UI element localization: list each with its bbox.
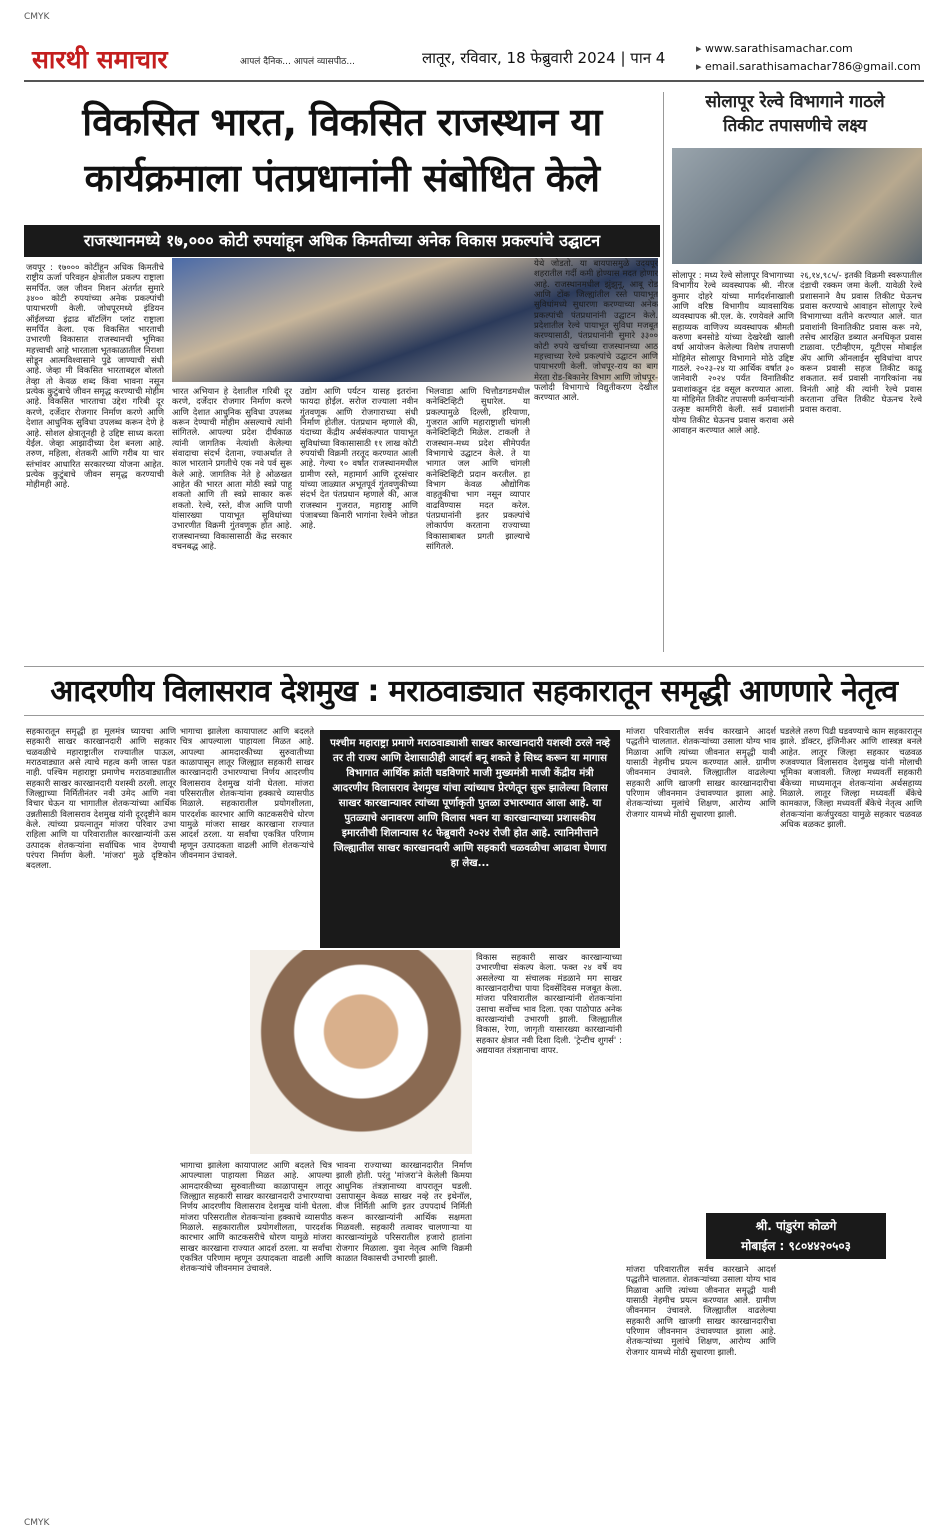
side-title-line2: तिकीट तपासणीचे लक्ष्य xyxy=(723,116,867,136)
feature-callout: पश्चीम महाराष्ट्रा प्रमाणे मराठवाड्याशी साखर कारखानदारी यशस्वी ठरले नव्हे तर ती राज्य आणि देशासाठीही आदर्श बनू शकते हे सिध्द करून या मागास विभागात आर्थिक क्रांती घडविणारे माजी मुख्यमंत्री माजी केंद्रीय मंत्री आदरणीय विलासराव देशमुख यांचा त्यांच्याच प्रेरणेतून सुरू झालेल्या विलास साखर कारखान्यावर त्यांच्या पूर्णाकृती पुतळा उभारण्यात आला आहे. या पुतळ्याचे अनावरण आणि विलास भवन या कारखान्याच्या प्रशासकीय इमारतीची शिलान्यास १८ फेब्रुवारी २०२४ रोजी होत आहे. त्यानिमीत्ताने जिल्ह्यातील साखर कारखानदारी आणि सहकारी चळवळीचा आढावा घेणारा हा लेख... xyxy=(320,730,620,948)
lead-headline-line1: विकसित भारत, विकसित राजस्थान या xyxy=(82,100,602,144)
deshmukh-portrait xyxy=(250,950,472,1154)
lead-column-4: भिलवाडा आणि चित्तौडगडमधील कनेक्टिव्हिटी सुधारेल. या प्रकल्पामुळे दिल्ली, हरियाणा, गुजरात आणि महाराष्ट्राशी चांगली कनेक्टिव्हिटी मिळेल. टाकली ते राजस्थान-मध्य प्रदेश सीमेपर्यंत विभागाचे उद्घाटन केले. ते या भागात जल आणि चांगली कनेक्टिव्हिटी प्रदान करतील. हा विभाग केवळ औद्योगिक वाहतुकीचा भाग नसून व्यापार वाढविण्यास मदत करेल. पंतप्रधानांनी इतर प्रकल्पांचे लोकार्पण करताना राज्याच्या विकासाबाबत प्रगती झाल्याचे सांगितले. xyxy=(426,386,530,552)
feature-column-5: मांजरा परिवारातील सर्वच कारखाने आदर्श पद्धतीने चालतात. शेतकऱ्यांच्या उसाला योग्य भाव मिळावा आणि त्यांच्या जीवनात समृद्धी यावी यासाठी नेहमीच प्रयत्न करण्यात आले. ग्रामीण जीवनमान उंचावले. जिल्ह्यातील वाढलेल्या सहकारी आणि खाजगी साखर कारखानदारीचा परिणाम जीवनमान उंचावण्यात झाला आहे. शेतकऱ्यांच्या मुलांचे शिक्षण, आरोग्य आणि रोजगार यामध्ये मोठी सुधारणा झाली. xyxy=(626,726,776,819)
tagline: आपलं दैनिक... आपलं व्यासपीठ... xyxy=(240,57,355,67)
email-link[interactable]: ▸ email.sarathisamachar786@gmail.com xyxy=(696,58,921,76)
newspaper-logo: सारथी समाचार xyxy=(32,45,168,74)
lead-headline xyxy=(24,94,660,206)
author-byline xyxy=(706,1213,886,1259)
lead-headline-line2: कार्यक्रमाला पंतप्रधानांनी संबोधित केले xyxy=(84,156,600,200)
feature-column-1: सहकारातून समृद्धी हा मूलमंत्र घ्यायचा आणि सहकारी साखर कारखानदारी आणि सहकार चळवळीचे महाराष्ट्रातील राज्यातील पाऊल, मराठवाड्यात असे त्याचे महत्व कमी जास्त पडत नाही. पश्चिम महाराष्ट्रा प्रमाणेच मराठवाड्यातील सहकारी साखर कारखानदारी यशस्वी ठरली. लातूर जिल्ह्याच्या निर्मितीनंतर नवी उमेद आणि नवा विचार घेऊन या भागातील शेतकऱ्यांच्या आर्थिक उन्नतीसाठी विलासराव देशमुख यांनी दूरदृष्टीने काम केले. त्यांच्या प्रयत्नातून मांजरा परिवार उभा राहिला आणि या परिवारातील कारखान्यांनी ऊस उत्पादक शेतकऱ्यांना सर्वाधिक भाव देण्याची परंपरा निर्माण केली. 'मांजरा' मुळे दृष्टिकोन बदलला. xyxy=(26,726,176,871)
author-name: श्री. पांडुरंग कोळगे xyxy=(755,1219,837,1233)
feature-column-2b: भागाचा झालेला कायापालट आणि बदलते चित्र आपल्याला पाहायला मिळत आहे. आपल्या आमदारकीच्या सुरुवातीच्या काळापासून लातूर जिल्ह्यात सहकारी साखर कारखानदारी उभारण्याचा निर्णय आदरणीय विलासराव देशमुख यांनी घेतला. मांजरा परिसरातील शेतकऱ्यांना हक्काचे व्यासपीठ मिळाले. सहकारातील प्रयोगशीलता, पारदर्शक कारभार आणि काटकसरीचे धोरण यामुळे मांजरा साखर कारखाना राज्यात आदर्श ठरला. या सर्वांचा एकत्रित परिणाम म्हणून उत्पादकता वाढली आणि शेतकऱ्यांचे जीवनमान उंचावले. xyxy=(180,1160,332,1274)
lead-column-5: येथे जोडतो. या बायपासमुळे उदयपूर शहरातील गर्दी कमी होण्यास मदत होणार आहे. राजस्थानमधील झुंझुनू, आबू रोड आणि टोंक जिल्ह्यांतील रस्ते पायाभूत सुविधांमध्ये सुधारणा करण्याच्या अनेक प्रकल्पांची पंतप्रधानांनी उद्घाटन केले. प्रदेशातील रेल्वे पायाभूत सुविधा मजबूत करण्यासाठी, पंतप्रधानांनी सुमारे ३३०० कोटी रुपये खर्चाच्या राजस्थानच्या आठ महत्त्वाच्या रेल्वे प्रकल्पांचे उद्घाटन आणि पायाभरणी केली. जोधपूर-राय का बाग मेरता रोड-बिकानेर विभाग आणि जोधपूर-फलोदी विभागाचे विद्युतीकरण देखील करण्यात आले. xyxy=(534,258,658,403)
side-title-line1: सोलापूर रेल्वे विभागाने गाठले xyxy=(705,92,885,112)
feature-column-2a: भागाचा झालेला कायापालट आणि बदलते चित्र आपल्याला पाहायला मिळत आहे. आपल्या आमदारकीच्या सुरुवातीच्या काळापासून लातूर जिल्ह्यात सहकारी साखर कारखानदारी उभारण्याचा निर्णय आदरणीय विलासराव देशमुख यांनी घेतला. मांजरा परिसरातील शेतकऱ्यांना हक्काचे व्यासपीठ मिळाले. सहकारातील प्रयोगशीलता, पारदर्शक कारभार आणि काटकसरीचे धोरण यामुळे मांजरा साखर कारखाना राज्यात आदर्श ठरला. या सर्वांचा एकत्रित परिणाम म्हणून उत्पादकता वाढली आणि शेतकऱ्यांचे जीवनमान उंचावले. xyxy=(180,726,314,861)
lead-column-1: जयपूर : १७००० कोटींहून अधिक किमतीचे राष्ट्रीय ऊर्जा परिवहन क्षेत्रातील प्रकल्प राष्ट्राला समर्पित. जल जीवन मिशन अंतर्गत सुमारे ३४०० कोटी रुपयांच्या अनेक प्रकल्पांची पायाभरणी केली. जोधपूरमध्ये इंडियन ऑईलच्या इंद्राढ बॉटलिंग प्लांट राष्ट्राला समर्पित केला. एक विकसित भारताची उभारणी विकासात राजस्थानची भूमिका महत्त्वाची आहे भारताला भूतकाळातील निराशा सोडून आत्मविश्वासाने पुढे जाण्याची संधी आहे. जेव्हा मी विकसित भारताबद्दल बोलतो तेव्हा तो केवळ शब्द किंवा भावना नसून प्रत्येक कुटुंबाचे जीवन समृद्ध करण्याची मोहीम आहे. विकसित भारताचा उद्देश गरिबी दूर करणे, दर्जेदार रोजगार निर्माण करणे आणि देशात आधुनिक सुविधा उपलब्ध करून देणे हे आहे. सोशल क्षेत्रातूनही हे उद्दिष्ट साध्य करता येईल. जेव्हा आझादीच्या देश बनला आहे. तरुण, महिला, शेतकरी आणि गरीब या चार स्तंभांवर आधारित सरकारच्या योजना आहेत. प्रत्येक कुटुंबाचे जीवन समृद्ध करण्याची मोहीमही आहे. xyxy=(26,262,164,490)
side-column-2: २६,१४,९८५/- इतकी विक्रमी स्वरूपातील दंडाची रक्कम जमा केली. यावेळी रेल्वे प्रशासनाने वैध प्रवास तिकीट घेऊनच प्रवास करण्याचे आवाहन सोलापूर रेल्वे विभागाच्या वतीने करण्यात आले. यात प्रवाशांनी विनातिकीट प्रवास करू नये, तसेच आरक्षित डब्यात अनधिकृत प्रवास टाळावा. एटीव्हीएम, यूटीएस मोबाईल ॲप आणि ऑनलाईन सुविधांचा वापर करून प्रवासी सहज तिकीट काढू शकतात. सर्व प्रवासी नागरिकांना नम्र विनंती आहे की त्यांनी रेल्वे प्रवास करताना उचित तिकीट घेऊनच रेल्वे प्रवास करावा. xyxy=(800,270,922,415)
railway-checking-photo xyxy=(672,148,922,264)
cmyk-marker-bottom: CMYK xyxy=(24,1518,50,1528)
lead-column-3: उद्योग आणि पर्यटन यासह इतरांना फायदा होईल. सरोज राज्याला नवीन गुंतवणूक आणि रोजगाराच्या संधी निर्माण होतील. पंतप्रधान म्हणाले की, यंदाच्या केंद्रीय अर्थसंकल्पात पायाभूत सुविधांच्या विकासासाठी ११ लाख कोटी रुपयांची विक्रमी तरतूद करण्यात आली आहे. गेल्या १० वर्षांत राजस्थानमधील ग्रामीण रस्ते, महामार्ग आणि दूरसंचार यांच्या जाळ्यात अभूतपूर्व गुंतवणुकीच्या संदर्भ देत पंतप्रधान म्हणाले की, आज राजस्थान गुजरात, महाराष्ट्र आणि पंजाबच्या किनारी भागांना रेल्वेने जोडत आहे. xyxy=(300,386,418,531)
author-mobile: मोबाईल : ९८०४४२०५०३ xyxy=(741,1239,851,1253)
second-headline: आदरणीय विलासराव देशमुख : मराठवाड्यात सहकारातून समृद्धी आणणारे नेतृत्व xyxy=(24,666,924,716)
website-link[interactable]: ▸ www.sarathisamachar.com xyxy=(696,40,921,58)
dateline: लातूर, रविवार, 18 फेब्रुवारी 2024 | पान 4 xyxy=(422,49,666,67)
feature-column-3: भावना राज्याच्या कारखानदारीत निर्माण झाली होती. परंतु 'मांजरा'ने केलेली किमया आधुनिक तंत्रज्ञानाच्या वापरातून घडली. उसापासून केवळ साखर नव्हे तर इथेनॉल, वीज निर्मिती आणि इतर उपपदार्थ निर्मिती करून कारखान्यांनी आर्थिक सक्षमता मिळवली. सहकारी तत्वावर चालणाऱ्या या कारखान्यांमुळे परिसरातील हजारो हातांना रोजगार मिळाला. युवा नेतृत्व आणि विक्रमी काळात विकासची उभारणी झाली. xyxy=(336,1160,472,1264)
lead-column-2: भारत अभियान हे देशातील गरिबी दूर करणे, दर्जेदार रोजगार निर्माण करणे आणि देशात आधुनिक सुविधा उपलब्ध करून देण्याची मोहीम असल्याचे त्यांनी सांगितले. आपल्या प्रदेश दीर्घकाळ त्यांनी जागतिक नेत्यांशी केलेल्या संवादाचा संदर्भ देताना, ज्याअर्थात ते काल भारताने प्रगतीचे एक नवे पर्व सुरू केले आहे. जागतिक नेते हे ओळखत आहेत की भारत आता मोठी स्वप्ने पाहू शकतो आणि ती स्वप्ने साकार करू शकतो. रेल्वे, रस्ते, वीज आणि पाणी यांसारख्या पायाभूत सुविधांच्या उभारणीत विक्रमी गुंतवणूक होत आहे. राजस्थानच्या विकासासाठी केंद्र सरकार वचनबद्ध आहे. xyxy=(172,386,292,552)
masthead xyxy=(24,34,924,82)
feature-column-5b: मांजरा परिवारातील सर्वच कारखाने आदर्श पद्धतीने चालतात. शेतकऱ्यांच्या उसाला योग्य भाव मिळावा आणि त्यांच्या जीवनात समृद्धी यावी यासाठी नेहमीच प्रयत्न करण्यात आले. ग्रामीण जीवनमान उंचावले. जिल्ह्यातील वाढलेल्या सहकारी आणि खाजगी साखर कारखानदारीचा परिणाम जीवनमान उंचावण्यात झाला आहे. शेतकऱ्यांच्या मुलांचे शिक्षण, आरोग्य आणि रोजगार यामध्ये मोठी सुधारणा झाली. xyxy=(626,1264,776,1357)
feature-column-4: विकास सहकारी साखर कारखान्याच्या उभारणीचा संकल्प केला. फक्त २४ वर्षे वय असलेल्या या संचालक मंडळाने मग साखर कारखानदारीचा पाया दिवसेंदिवस मजबूत केला. मांजरा परिवारातील कारखान्यांनी शेतकऱ्यांना उसाचा सर्वोच्च भाव दिला. एका पाठोपाठ अनेक कारखान्यांची उभारणी झाली. जिल्ह्यातील विकास, रेणा, जागृती यासारख्या कारखान्यांनी सहकार क्षेत्रात नवी दिशा दिली. 'ट्रेन्टीच शुगर्स' : अद्ययावत तंत्रज्ञानाचा वापर. xyxy=(476,952,622,1056)
contact-info xyxy=(696,40,921,76)
lead-subheadline: राजस्थानमध्ये १७,००० कोटी रुपयांहून अधिक किमतीच्या अनेक विकास प्रकल्पांचे उद्घाटन xyxy=(24,225,660,257)
side-story-title xyxy=(668,90,922,138)
cmyk-marker-top: CMYK xyxy=(24,12,50,22)
side-column-1: सोलापूर : मध्य रेल्वे सोलापूर विभागाच्या विभागीय रेल्वे व्यवस्थापक श्री. नीरज कुमार दोहरे यांच्या मार्गदर्शनाखाली आणि वरिष्ठ विभागीय व्यावसायिक व्यवस्थापक श्री.एल. के. रणयेवले आणि सहाय्यक वाणिज्य व्यवस्थापक श्रीमती करुणा बनसोडे यांच्या देखरेखी खाली वर्षा आयोजन केलेल्या विशेष तपासणी मोहिमेत सोलापूर विभागाने मोठे उद्दिष्ट गाठले. २०२३-२४ या आर्थिक वर्षात ३० जानेवारी २०२४ पर्यंत विनातिकीट प्रवाशांकडून दंड वसूल करण्यात आला. या मोहिमेत तिकीट तपासणी कर्मचाऱ्यांनी उत्कृष्ट कामगिरी केली. सर्व प्रवाशांनी योग्य तिकीट घेऊनच प्रवास करावा असे आवाहन करण्यात आले आहे. xyxy=(672,270,794,436)
column-divider xyxy=(663,92,664,652)
feature-column-6: घडलेले तरुण पिढी घडवण्याचे काम सहकारातून झाले. डॉक्टर, इंजिनीअर आणि शास्त्रज्ञ बनले आहेत. लातूर जिल्हा सहकार चळवळ रुजवण्यात विलासराव देशमुख यांनी मोलाची भूमिका बजावली. जिल्हा मध्यवर्ती सहकारी बँकेच्या माध्यमातून शेतकऱ्यांना अर्थसहाय्य मिळाले. लातूर जिल्हा मध्यवर्ती बँकेचे कामकाज, जिल्हा मध्यवर्ती बँकेचे नेतृत्व आणि शेतकऱ्यांना कर्जपुरवठा यामुळे सहकार चळवळ अधिक बळकट झाली. xyxy=(780,726,922,830)
